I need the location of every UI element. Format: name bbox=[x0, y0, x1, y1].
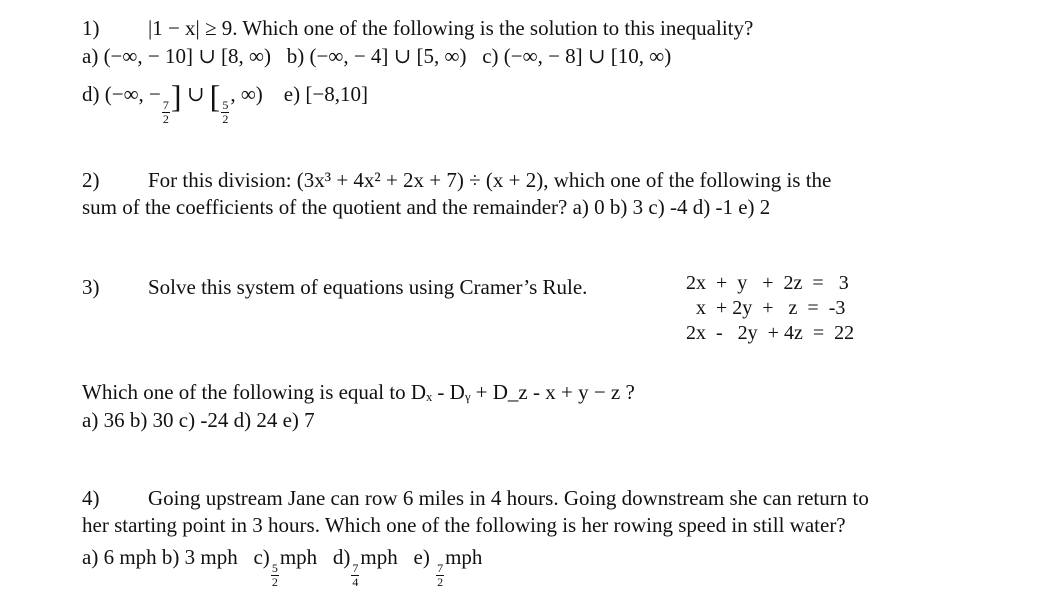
q1-choice-e: e) [−8,10] bbox=[283, 82, 368, 106]
q3-question: Which one of the following is equal to Dₓ - Dᵧ + D_z - x + y − z ? bbox=[82, 380, 635, 404]
q1-d-fraction1: $\frac{7}{2}$ bbox=[162, 98, 169, 126]
q4-text-line1: Going upstream Jane can row 6 miles in 4 hours. Going downstream she can return to bbox=[148, 486, 869, 510]
q1-stem: |1 − x| ≥ 9. Which one of the following is the solution to this inequality? bbox=[148, 16, 754, 40]
q2-text-line1: For this division: (3x³ + 4x² + 2x + 7) ÷ (x + 2), which one of the following is the bbox=[148, 168, 832, 192]
q3-number: 3) bbox=[82, 275, 100, 299]
q1-number: 1) bbox=[82, 16, 100, 40]
q3-line1 bbox=[82, 277, 587, 298]
q4-number: 4) bbox=[82, 486, 100, 510]
q4-c-fraction: $\frac{5}{2}$ bbox=[271, 561, 278, 589]
q3-equation: 2x + y + 2z = 3 bbox=[686, 272, 849, 294]
q4-text-line2: her starting point in 3 hours. Which one of the following is her rowing speed in still water? bbox=[82, 513, 846, 537]
q3-stem: Solve this system of equations using Cramer’s Rule. bbox=[148, 275, 588, 299]
q3-equation: x + 2y + z = -3 bbox=[686, 297, 846, 319]
q1-line3 bbox=[82, 80, 368, 125]
q3-choices: a) 36 b) 30 c) -24 d) 24 e) 7 bbox=[82, 408, 315, 432]
q4-e-fraction: $\frac{7}{2}$ bbox=[437, 561, 444, 589]
q3-equation: 2x - 2y + 4z = 22 bbox=[686, 322, 855, 344]
q1-d-fraction2: $\frac{5}{2}$ bbox=[222, 98, 229, 126]
q4-d-fraction: $\frac{7}{4}$ bbox=[352, 561, 359, 589]
q4-line1 bbox=[82, 488, 869, 509]
q2-number: 2) bbox=[82, 168, 100, 192]
q1-line1 bbox=[82, 18, 753, 39]
q1-choice-b: b) (−∞, − 4] ∪ [5, ∞) bbox=[286, 44, 467, 68]
q4-line2 bbox=[82, 515, 846, 536]
q1-choice-a: a) (−∞, − 10] ∪ [8, ∞) bbox=[82, 44, 272, 68]
q4-choice-e: e) $\frac{7}{2}$ mph bbox=[413, 545, 483, 589]
q1-choice-d: d) (−∞, − $\frac{7}{2}$ ] ∪ [ $\frac{5}{2}$ , ∞) bbox=[82, 78, 263, 126]
q4-choice-c: c) $\frac{5}{2}$ mph bbox=[253, 545, 318, 589]
q3-equation-system bbox=[686, 273, 886, 353]
q4-choice-ab: a) 6 mph b) 3 mph bbox=[82, 545, 238, 569]
q4-choices bbox=[82, 547, 482, 588]
q2-line2 bbox=[82, 197, 770, 218]
q1-line2 bbox=[82, 46, 671, 67]
q2-line1 bbox=[82, 170, 831, 191]
q1-choice-c: c) (−∞, − 8] ∪ [10, ∞) bbox=[482, 44, 672, 68]
q2-text-line2: sum of the coefficients of the quotient and the remainder? a) 0 b) 3 c) -4 d) -1 e) 2 bbox=[82, 195, 771, 219]
q4-choice-d: d) $\frac{7}{4}$ mph bbox=[332, 545, 398, 589]
